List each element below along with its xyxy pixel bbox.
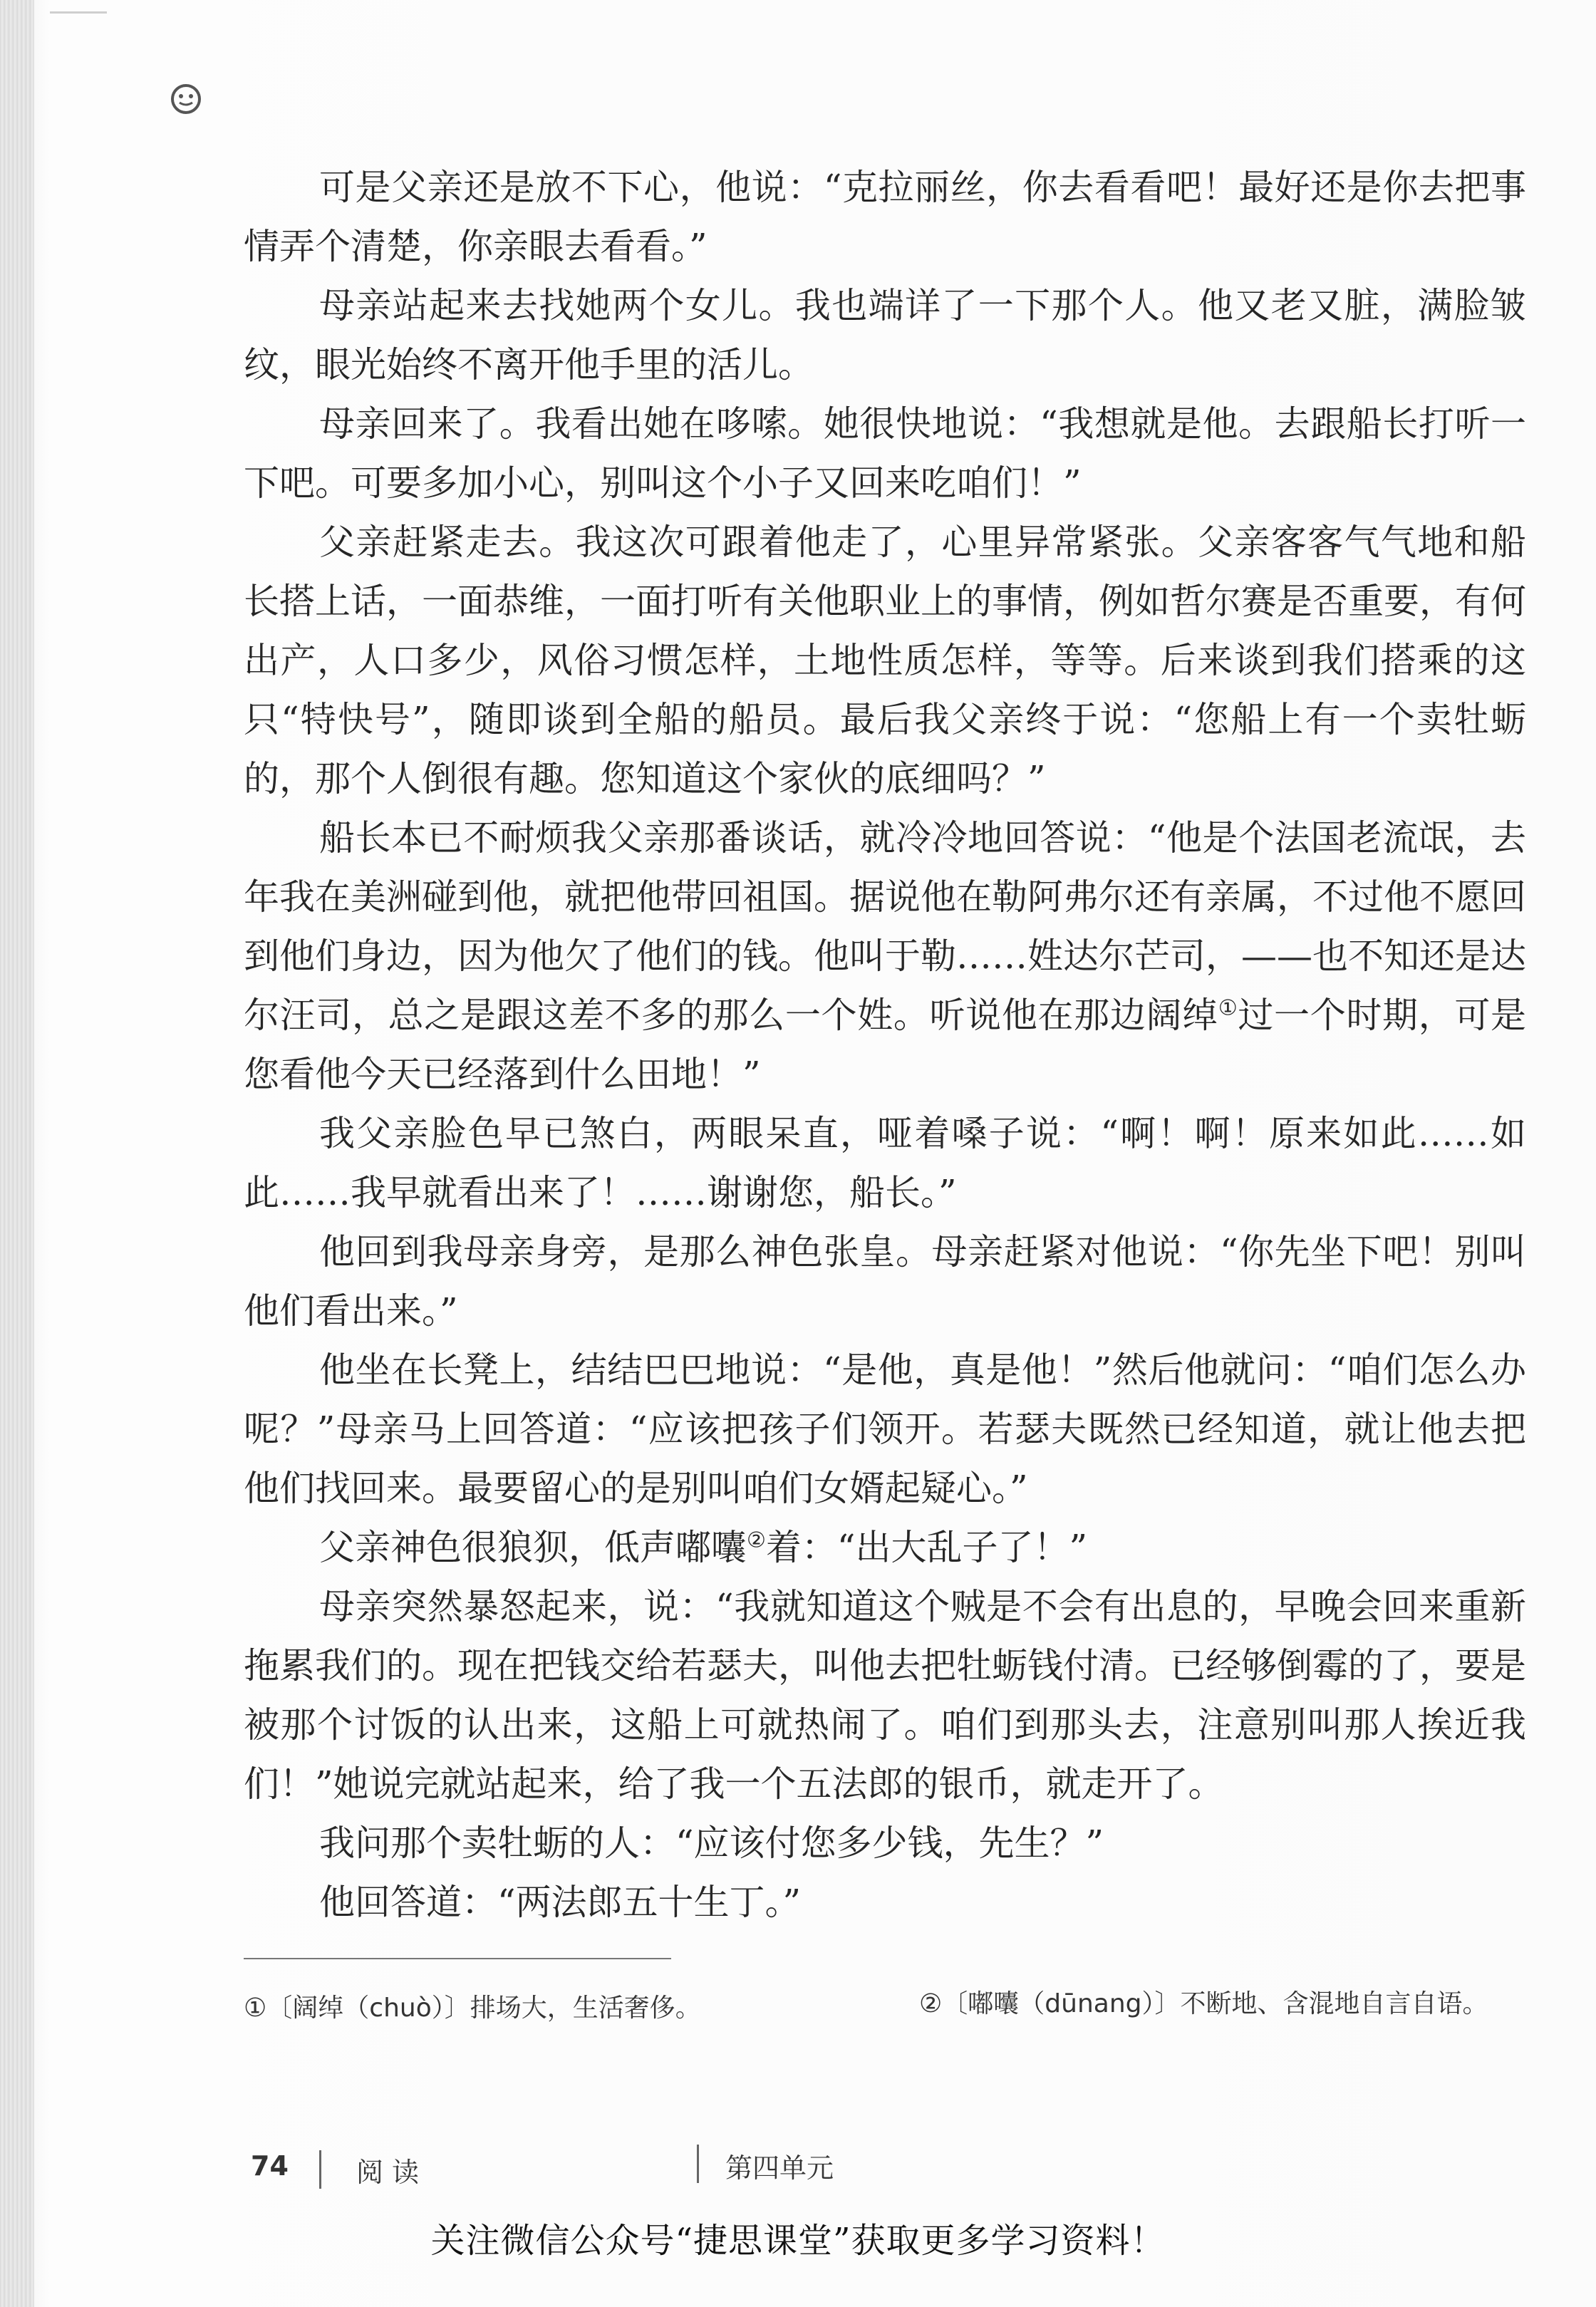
paragraph: 可是父亲还是放不下心，他说：“克拉丽丝，你去看看吧！最好还是你去把事情弄个清楚，你亲眼去看看。” — [244, 167, 1526, 267]
footnote-divider — [244, 1958, 671, 1959]
paragraph-text-tail: 着：“出大乱子了！” — [765, 1527, 1088, 1568]
footnote-1: ①〔阔绰（chuò）〕排场大，生活奢侈。 — [244, 1994, 701, 2023]
paragraph: 我问那个卖牡蛎的人：“应该付您多少钱，先生？” — [319, 1823, 1104, 1864]
page-number: 74 — [251, 2150, 289, 2182]
footer-divider — [697, 2145, 699, 2183]
top-edge-mark — [50, 11, 107, 14]
paragraph-text: 父亲神色很狼狈，低声嘟囔 — [319, 1527, 747, 1568]
paragraph: 父亲赶紧走去。我这次可跟着他走了，心里异常紧张。父亲客客气气地和船长搭上话，一面恭维，一面打听有关他职业上的事情，例如哲尔赛是否重要，有何出产，人口多少，风俗习惯怎样，土地性质怎样，等等。后来谈到我们搭乘的这只“特快号”，随即谈到全船的船员。最后我父亲终于说：“您船上有一个卖牡蛎的，那个人倒很有趣。您知道这个家伙的底细吗？” — [244, 522, 1526, 799]
unit-label: 第四单元 — [725, 2152, 834, 2184]
paragraph: 他坐在长凳上，结结巴巴地说：“是他，真是他！”然后他就问：“咱们怎么办呢？”母亲马上回答道：“应该把孩子们领开。若瑟夫既然已经知道，就让他去把他们找回来。最要留心的是别叫咱们女婿起疑心。” — [244, 1349, 1526, 1509]
paragraph: 母亲回来了。我看出她在哆嗦。她很快地说：“我想就是他。去跟船长打听一下吧。可要多加小心，别叫这个小子又回来吃咱们！” — [244, 403, 1526, 504]
paragraph-with-footnote — [244, 1518, 1526, 1577]
paragraph-text-tail: 过一个时期，可是您看他今天已经落到什么田地！” — [244, 995, 1527, 1095]
body-text — [244, 158, 1526, 1932]
paragraph-text: 船长本已不耐烦我父亲那番谈话，就冷冷地回答说：“他是个法国老流氓，去年我在美洲碰到他，就把他带回祖国。据说他在勒阿弗尔还有亲属，不过他不愿回到他们身边，因为他欠了他们的钱。他叫于勒……姓达尔芒司，——也不知还是达尔汪司，总之是跟这差不多的那么一个姓。听说他在那边阔绰 — [244, 817, 1526, 1036]
page-edge — [0, 0, 34, 2307]
footer-divider — [319, 2150, 321, 2189]
paragraph: 母亲突然暴怒起来，说：“我就知道这个贼是不会有出息的，早晚会回来重新拖累我们的。现在把钱交给若瑟夫，叫他去把牡蛎钱付清。已经够倒霉的了，要是被那个讨饭的认出来，这船上可就热闹了。咱们到那头去，注意别叫那人挨近我们！”她说完就站起来，给了我一个五法郎的银币，就走开了。 — [244, 1586, 1526, 1805]
smiley-circle-icon — [170, 83, 202, 115]
paragraph: 母亲站起来去找她两个女儿。我也端详了一下那个人。他又老又脏，满脸皱纹，眼光始终不离开他手里的活儿。 — [244, 285, 1526, 385]
paragraph: 他回答道：“两法郎五十生丁。” — [319, 1882, 802, 1923]
footnote-ref-2: ② — [747, 1528, 766, 1553]
section-label: 阅读 — [356, 2157, 428, 2188]
paragraph: 我父亲脸色早已煞白，两眼呆直，哑着嗓子说：“啊！啊！原来如此……如此……我早就看出来了！……谢谢您，船长。” — [244, 1113, 1526, 1213]
promo-banner: 关注微信公众号“捷思课堂”获取更多学习资料！ — [430, 2221, 1166, 2261]
footnote-2: ②〔嘟囔（dūnang）〕不断地、含混地自言自语。 — [919, 1989, 1488, 2018]
paragraph: 他回到我母亲身旁，是那么神色张皇。母亲赶紧对他说：“你先坐下吧！别叫他们看出来。” — [244, 1231, 1526, 1332]
paragraph-with-footnote — [244, 809, 1526, 1104]
footnote-ref-1: ① — [1218, 995, 1238, 1021]
